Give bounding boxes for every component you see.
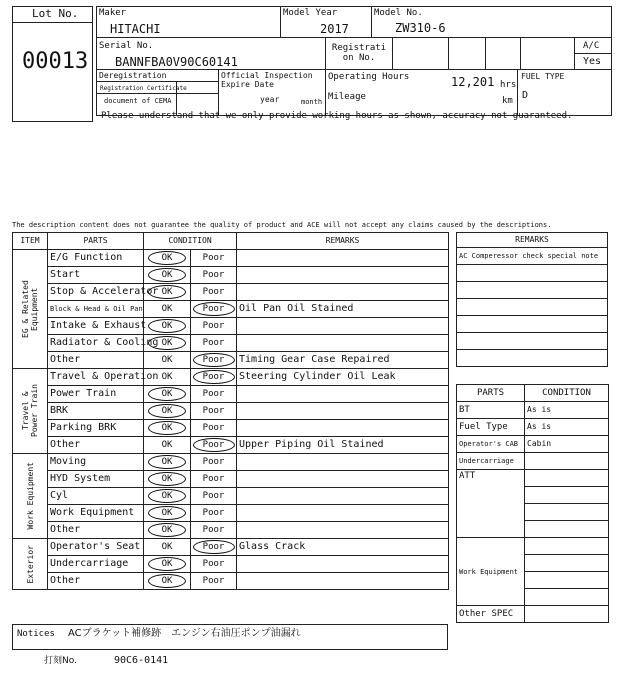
ac-label: A/C [583,41,600,51]
ok-circled: OK [148,489,186,503]
remark-cell: Steering Cylinder Oil Leak [237,369,449,386]
poor-option: Poor [202,423,225,433]
right-parts-row [457,436,609,453]
item-group-label: Exterior [25,544,35,584]
poor-cell [191,522,237,539]
poor-option: Poor [202,389,225,399]
ok-cell [144,403,191,420]
ok-circled: OK [148,319,186,333]
right-parts-row [457,419,609,436]
poor-option: Poor [202,321,225,331]
remarks-header: REMARKS [237,233,449,250]
poor-option: Poor [202,457,225,467]
remark-cell [237,471,449,488]
ok-option: OK [161,440,173,450]
part-name: Power Train [48,386,144,403]
right-remarks-row [457,316,608,333]
right-part-name: Operator's CAB [457,436,525,453]
ok-cell [144,369,191,386]
poor-cell [191,471,237,488]
poor-cell [191,386,237,403]
ok-cell [144,505,191,522]
part-name: Undercarriage [48,556,144,573]
ok-cell [144,573,191,590]
part-name: Other [48,352,144,369]
item-group-cell [13,369,48,454]
poor-option: Poor [202,270,225,280]
right-part-condition [525,555,609,572]
remark-cell [237,556,449,573]
parts-header: PARTS [48,233,144,250]
registration-certificate-label: Registration Certificate [100,85,187,92]
poor-option: Poor [202,406,225,416]
ok-option: OK [161,372,173,382]
poor-circled: Poor [193,302,235,316]
part-name: Other [48,437,144,454]
poor-cell [191,369,237,386]
remark-cell [237,573,449,590]
right-part-condition [525,487,609,504]
item-group-cell [13,539,48,590]
item-group-label: Work Equipment [25,462,35,530]
poor-cell [191,335,237,352]
right-remarks-row [457,282,608,299]
remark-cell [237,386,449,403]
poor-cell [191,556,237,573]
inspection-row [13,284,449,301]
serial-label: Serial No. [99,41,154,51]
lot-no-value: 00013 [22,49,89,74]
fuel-type-value: D [522,90,529,101]
inspection-row [13,437,449,454]
ok-circled: OK [148,472,186,486]
ok-circled: OK [148,506,186,520]
inspection-row [13,556,449,573]
right-remarks-cell [457,333,608,350]
right-part-condition [525,521,609,538]
month-label: month [301,98,323,106]
ok-cell [144,318,191,335]
poor-option: Poor [202,559,225,569]
ok-circled: OK [148,421,186,435]
right-part-name: Work Equipment [457,538,525,606]
right-remarks-cell [457,265,608,282]
ok-circled: OK [148,455,186,469]
part-name: Other [48,573,144,590]
part-name: HYD System [48,471,144,488]
right-parts-header: PARTS [457,385,525,402]
right-part-condition [525,453,609,470]
inspection-row [13,267,449,284]
remark-cell: Oil Pan Oil Stained [237,301,449,318]
remark-cell [237,284,449,301]
right-part-condition: Cabin [525,436,609,453]
remark-cell [237,267,449,284]
ok-circled: OK [148,268,186,282]
right-remarks-table [456,232,608,367]
poor-circled: Poor [193,540,235,554]
inspection-row [13,471,449,488]
right-part-condition: As is [525,419,609,436]
item-group-cell [13,454,48,539]
remark-cell: Timing Gear Case Repaired [237,352,449,369]
inspection-row [13,386,449,403]
ok-circled: OK [148,574,186,588]
ok-circled: OK [148,523,186,537]
part-name: Cyl [48,488,144,505]
lot-no-label: Lot No. [32,7,79,20]
remark-cell [237,250,449,267]
right-parts-row [457,402,609,419]
right-remarks-header-row [457,233,608,248]
notices-label: Notices [17,629,55,639]
ok-cell [144,454,191,471]
ok-circled: OK [148,251,186,265]
remark-cell [237,488,449,505]
poor-cell [191,488,237,505]
part-name: Radiator & Cooling [48,335,144,352]
ac-value: Yes [583,56,602,67]
inspection-row [13,454,449,471]
ok-cell [144,352,191,369]
poor-cell [191,352,237,369]
ok-cell [144,386,191,403]
item-group-cell [13,250,48,369]
part-name: Stop & Accelerator [48,284,144,301]
part-name: Block & Head & Oil Pan [48,301,144,318]
notices-box [12,624,448,650]
right-part-name: ATT [457,470,525,538]
part-name: Work Equipment [48,505,144,522]
poor-cell [191,301,237,318]
ok-cell [144,250,191,267]
right-parts-header-row [457,385,609,402]
right-remarks-row [457,350,608,367]
poor-cell [191,505,237,522]
poor-circled: Poor [193,353,235,367]
right-parts-row [457,606,609,623]
right-part-condition [525,589,609,606]
ok-option: OK [161,542,173,552]
right-parts-row [457,538,609,555]
right-parts-table [456,384,609,623]
inspection-row [13,403,449,420]
model-no-label: Model No. [374,8,423,18]
poor-cell [191,539,237,556]
year-label: year [260,95,280,104]
stamp-no-label: 打刻No. [44,656,77,666]
ok-circled: OK [148,336,186,350]
cema-label: document of CEMA [104,97,172,105]
poor-circled: Poor [193,438,235,452]
poor-cell [191,267,237,284]
poor-option: Poor [202,576,225,586]
right-remarks-cell: AC Comperessor check special note [457,248,608,265]
ok-cell [144,335,191,352]
right-parts-row [457,453,609,470]
poor-option: Poor [202,253,225,263]
poor-cell [191,420,237,437]
right-part-name: Fuel Type [457,419,525,436]
inspection-row [13,352,449,369]
poor-option: Poor [202,474,225,484]
inspection-row [13,318,449,335]
ok-cell [144,522,191,539]
inspection-table [12,232,449,590]
part-name: Intake & Exhaust [48,318,144,335]
item-group-label: EG & Related Equipment [21,280,39,338]
right-remarks-row [457,248,608,265]
inspection-header-row [13,233,449,250]
inspection-expire-label: Official Inspection Expire Date [221,71,313,89]
poor-option: Poor [202,338,225,348]
right-remarks-cell [457,282,608,299]
maker-label: Maker [99,8,127,18]
remark-cell [237,505,449,522]
right-remarks-cell [457,299,608,316]
right-remarks-row [457,299,608,316]
remark-cell: Upper Piping Oil Stained [237,437,449,454]
model-no-value: ZW310-6 [395,21,446,35]
part-name: BRK [48,403,144,420]
mileage-label: Mileage [328,92,366,102]
ok-circled: OK [148,285,186,299]
poor-option: Poor [202,491,225,501]
notices-text: ACブラケット補修跡 エンジン右油圧ポンプ油漏れ [68,628,301,639]
description-disclaimer: The description content does not guarantee the quality of product and ACE will not accept any claims caused by the descriptions. [12,221,552,229]
serial-value: BANNFBA0V90C60141 [115,55,238,69]
inspection-row [13,505,449,522]
ok-cell [144,471,191,488]
poor-cell [191,403,237,420]
poor-cell [191,250,237,267]
poor-circled: Poor [193,370,235,384]
poor-option: Poor [202,508,225,518]
operating-hours-label: Operating Hours [328,72,410,82]
part-name: Moving [48,454,144,471]
model-year-value: 2017 [320,22,349,36]
ok-option: OK [161,304,173,314]
remark-cell [237,420,449,437]
ok-cell [144,420,191,437]
item-group-label: Travel & Power Train [21,384,39,438]
remark-cell [237,522,449,539]
poor-cell [191,437,237,454]
right-part-name: Undercarriage [457,453,525,470]
poor-cell [191,454,237,471]
inspection-row [13,539,449,556]
part-name: Parking BRK [48,420,144,437]
right-remarks-header: REMARKS [457,233,608,248]
inspection-row [13,335,449,352]
maker-value: HITACHI [110,22,161,36]
ok-cell [144,301,191,318]
right-part-condition [525,606,609,623]
ok-circled: OK [148,404,186,418]
remark-cell [237,335,449,352]
ok-circled: OK [148,557,186,571]
ok-cell [144,267,191,284]
poor-cell [191,284,237,301]
poor-option: Poor [202,525,225,535]
part-name: Start [48,267,144,284]
part-name: Travel & Operation [48,369,144,386]
right-part-name: Other SPEC [457,606,525,623]
inspection-row [13,522,449,539]
right-remarks-cell [457,316,608,333]
poor-cell [191,318,237,335]
inspection-row [13,369,449,386]
inspection-row [13,488,449,505]
right-part-name: BT [457,402,525,419]
ok-cell [144,488,191,505]
right-part-condition [525,504,609,521]
ok-option: OK [161,355,173,365]
km-label: km [502,96,513,106]
part-name: E/G Function [48,250,144,267]
right-part-condition [525,470,609,487]
hrs-label: hrs [500,80,517,90]
right-condition-header: CONDITION [525,385,609,402]
remark-cell [237,454,449,471]
operating-hours-value: 12,201 [451,75,495,89]
item-header: ITEM [13,233,48,250]
ok-circled: OK [148,387,186,401]
right-remarks-row [457,333,608,350]
deregistration-label: Deregistration [99,71,167,80]
remark-cell [237,403,449,420]
ok-cell [144,556,191,573]
right-part-condition [525,538,609,555]
remark-cell: Glass Crack [237,539,449,556]
right-part-condition: As is [525,402,609,419]
poor-option: Poor [202,287,225,297]
inspection-row [13,250,449,267]
right-part-condition [525,572,609,589]
ok-cell [144,284,191,301]
poor-cell [191,573,237,590]
registration-no-label: Registrati on No. [331,43,387,63]
ok-cell [144,539,191,556]
part-name: Other [48,522,144,539]
ok-cell [144,437,191,454]
stamp-no-value: 90C6-0141 [114,655,169,666]
model-year-label: Model Year [283,8,338,18]
right-parts-row [457,470,609,487]
remark-cell [237,318,449,335]
right-remarks-cell [457,350,608,367]
part-name: Operator's Seat [48,539,144,556]
inspection-row [13,420,449,437]
inspection-row [13,301,449,318]
right-remarks-row [457,265,608,282]
fuel-type-label: FUEL TYPE [521,72,565,81]
condition-header: CONDITION [144,233,237,250]
inspection-row [13,573,449,590]
hours-disclaimer: Please understand that we only provide working hours as shown, accuracy not guaranteed. [101,111,573,121]
